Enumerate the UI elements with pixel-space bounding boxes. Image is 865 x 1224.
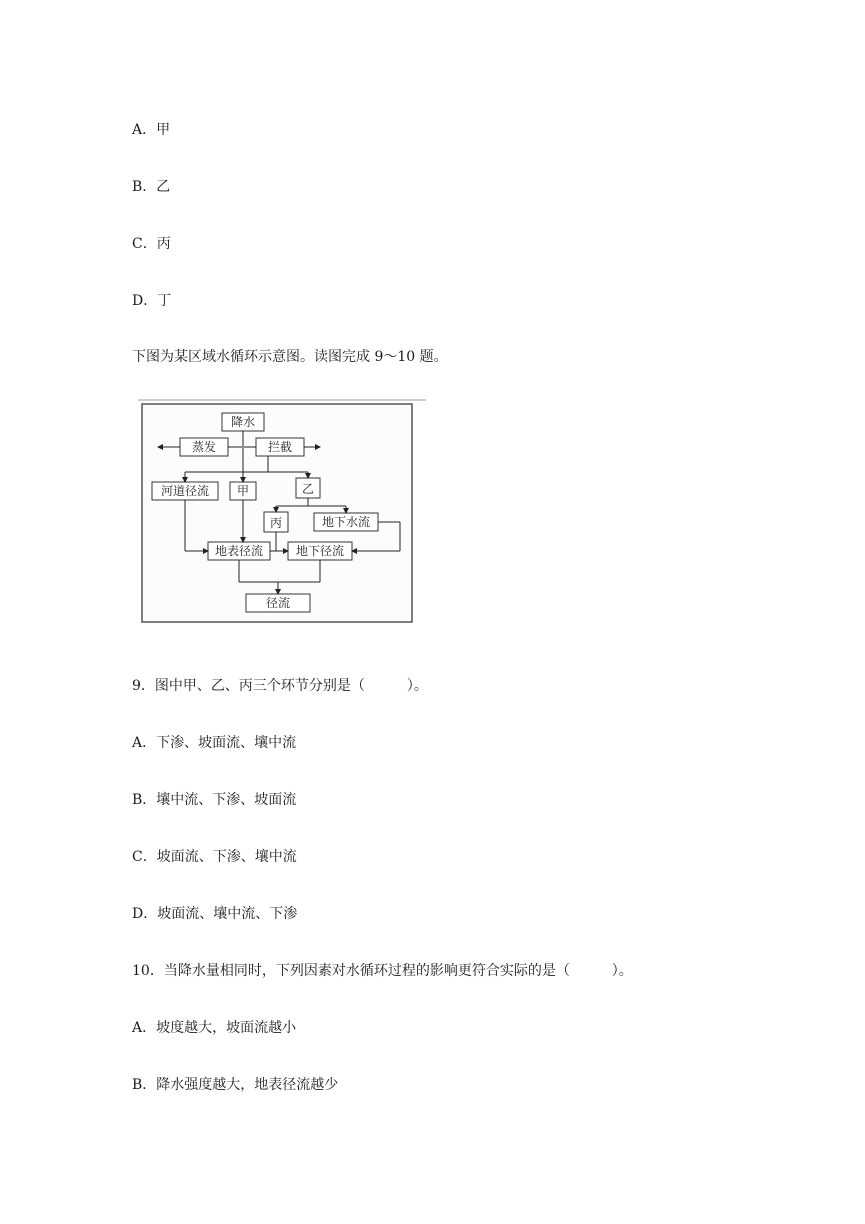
node-jia xyxy=(230,482,256,500)
q9-option-c: C．坡面流、下渗、壤中流 xyxy=(132,849,297,865)
node-evaporation xyxy=(180,438,228,456)
svg-text:蒸发: 蒸发 xyxy=(191,440,217,454)
node-groundwater-flow xyxy=(314,513,378,531)
node-precipitation xyxy=(222,413,264,431)
intro-text: 下图为某区域水循环示意图。读图完成 9～10 题。 xyxy=(132,349,448,365)
svg-text:乙: 乙 xyxy=(301,482,315,496)
svg-text:降水: 降水 xyxy=(230,415,256,429)
q9-option-d: D．坡面流、壤中流、下渗 xyxy=(132,906,298,922)
node-yi xyxy=(296,478,320,498)
option-c: C．丙 xyxy=(132,236,171,252)
option-a: A．甲 xyxy=(132,122,171,138)
q9-option-a: A．下渗、坡面流、壤中流 xyxy=(132,735,297,751)
svg-text:丙: 丙 xyxy=(269,516,283,530)
node-underground-runoff xyxy=(288,542,352,560)
svg-text:径流: 径流 xyxy=(265,596,291,610)
svg-text:河道径流: 河道径流 xyxy=(160,484,210,498)
q10-stem: 10．当降水量相同时，下列因素对水循环过程的影响更符合实际的是（ ）。 xyxy=(132,963,633,979)
node-interception xyxy=(256,438,304,456)
q10-option-b: B．降水强度越大，地表径流越少 xyxy=(132,1077,339,1093)
q10-option-a: A．坡度越大，坡面流越小 xyxy=(132,1020,297,1036)
svg-text:拦截: 拦截 xyxy=(267,440,293,454)
node-runoff xyxy=(246,594,310,612)
option-b: B．乙 xyxy=(132,179,171,195)
node-bing xyxy=(264,512,288,532)
svg-text:地下水流: 地下水流 xyxy=(321,515,371,529)
node-river-runoff xyxy=(152,482,218,500)
option-d: D．丁 xyxy=(132,293,172,309)
q9-option-b: B．壤中流、下渗、坡面流 xyxy=(132,792,297,808)
water-cycle-diagram xyxy=(138,398,428,626)
svg-text:地下径流: 地下径流 xyxy=(295,544,345,558)
node-surface-runoff xyxy=(208,542,270,560)
svg-text:甲: 甲 xyxy=(236,484,250,498)
svg-text:地表径流: 地表径流 xyxy=(214,544,264,558)
q9-stem: 9．图中甲、乙、丙三个环节分别是（ ）。 xyxy=(132,678,428,694)
